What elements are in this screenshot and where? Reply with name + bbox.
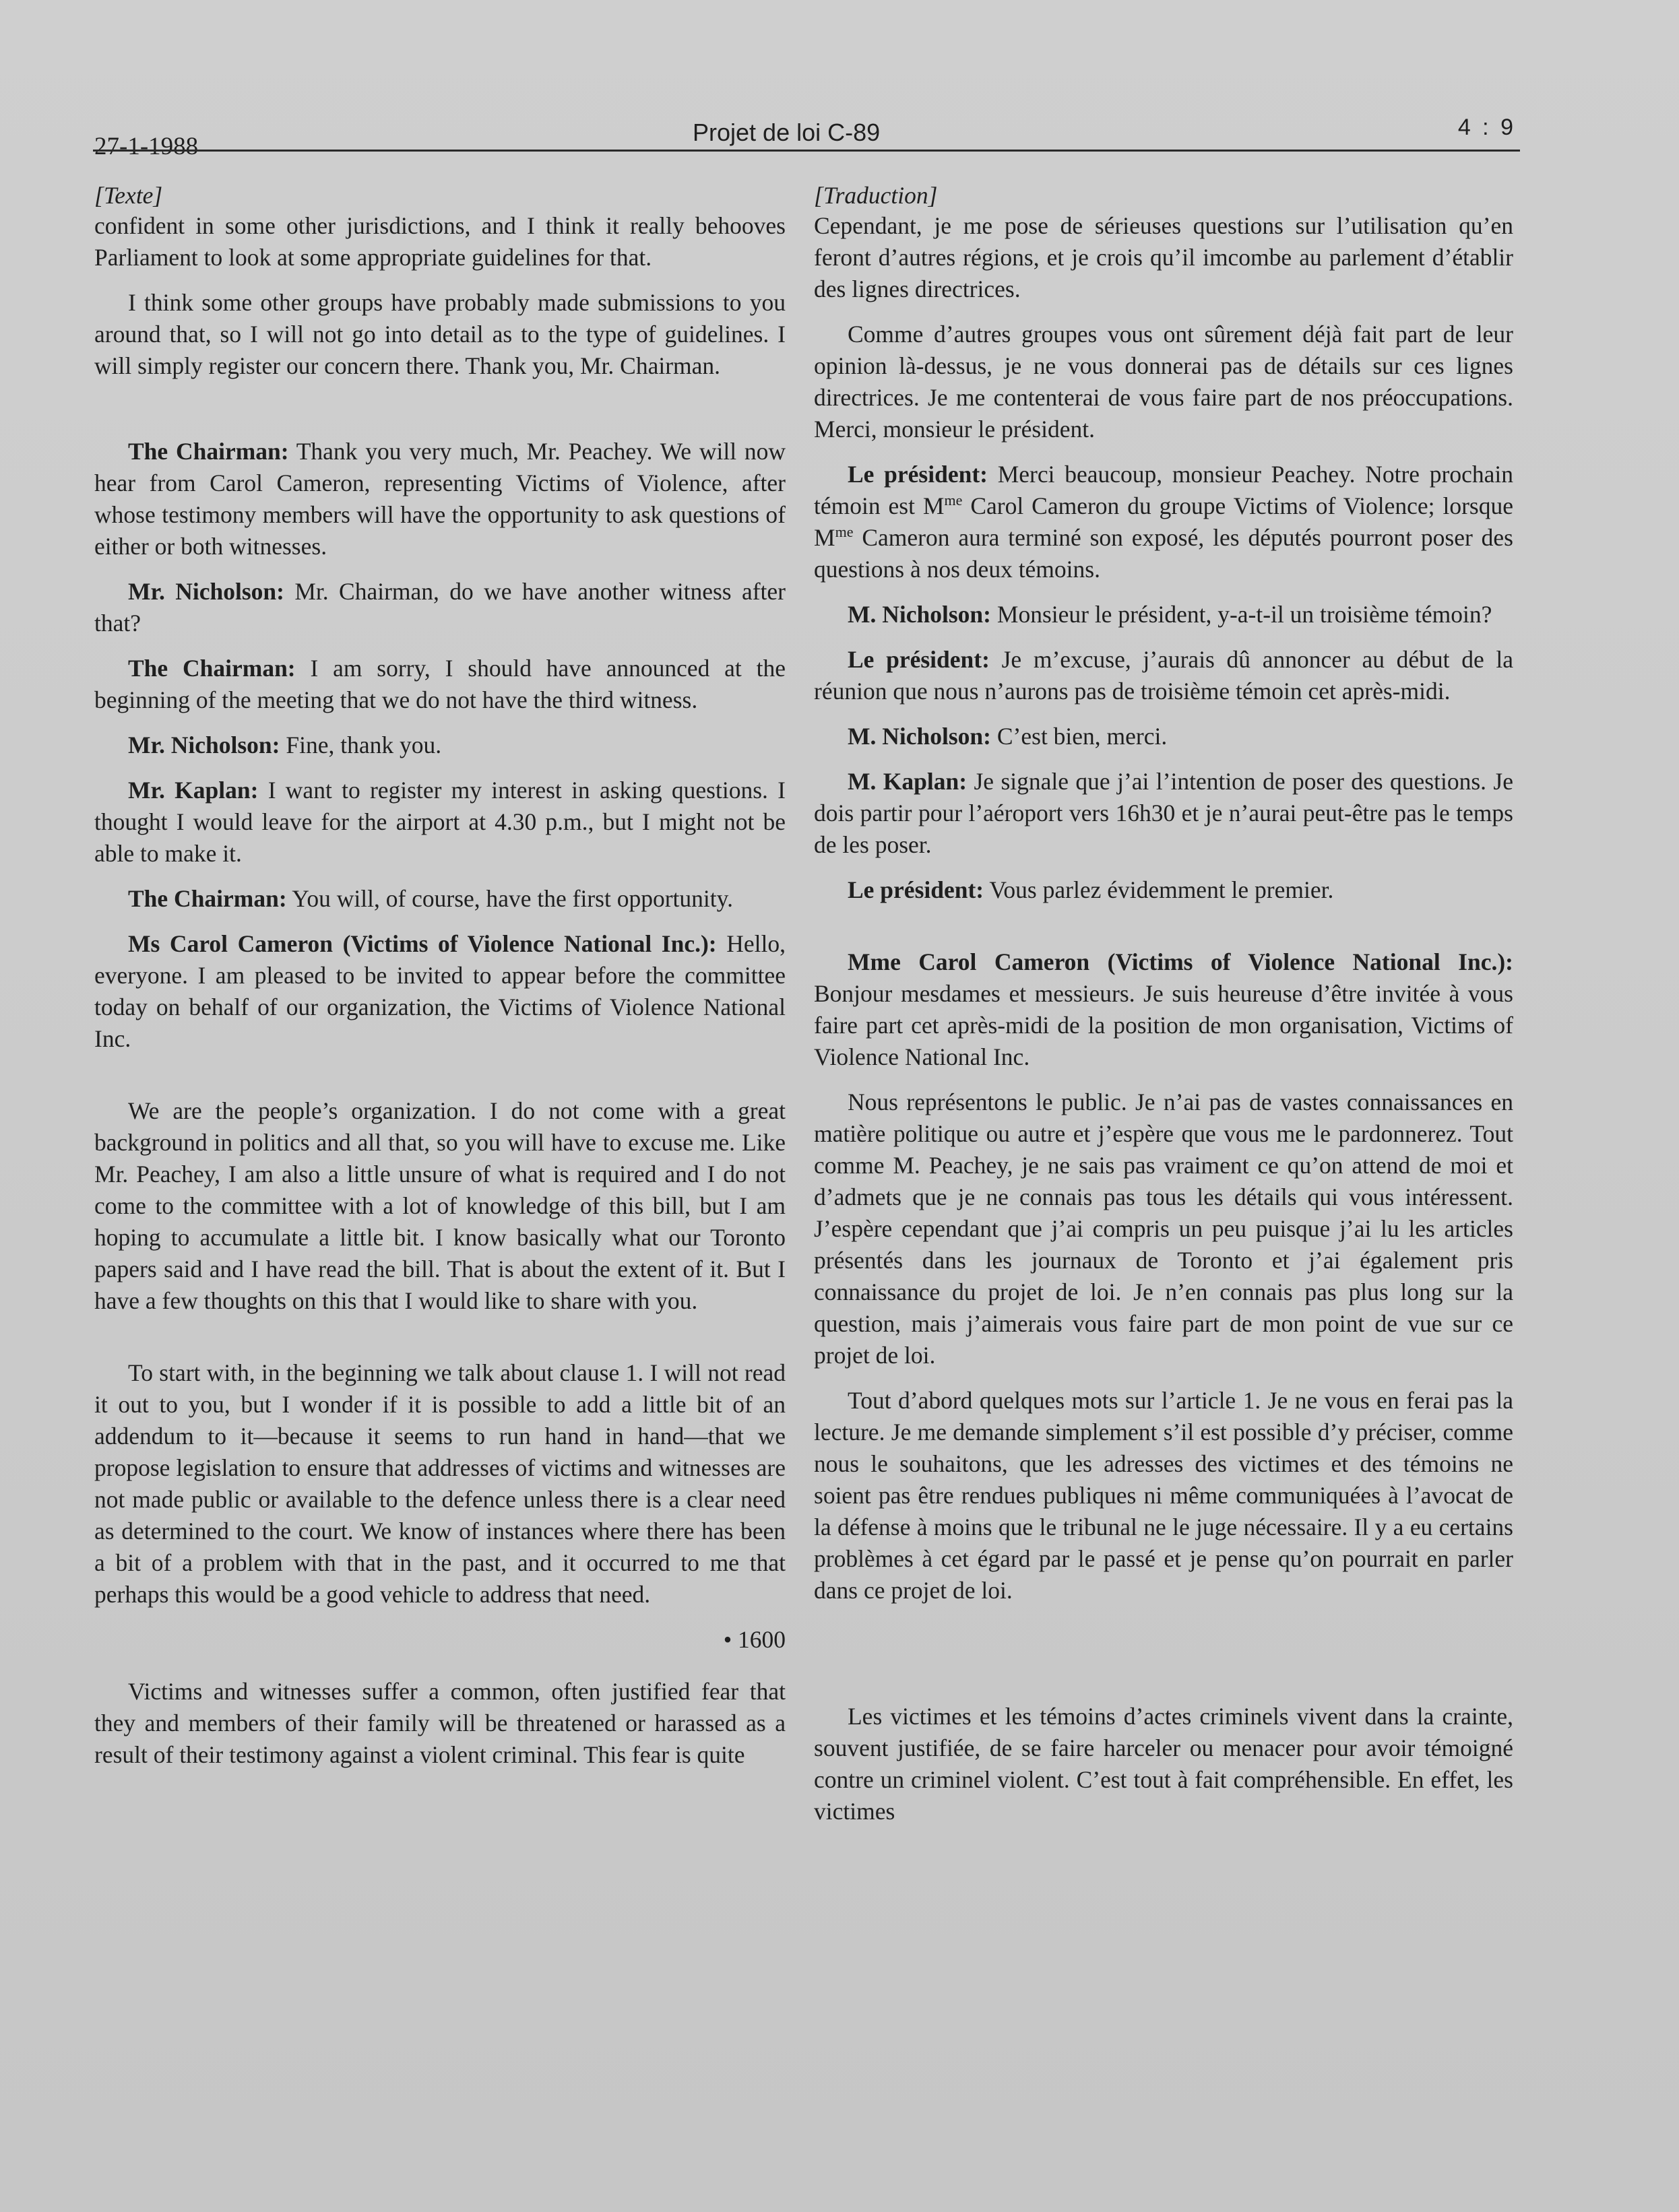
speaker-name: Mr. Nicholson: [128, 731, 280, 758]
speech-chairman [94, 653, 786, 716]
paragraph: Les victimes et les témoins d’actes criminels vivent dans la crainte, souvent justifiée, de se faire harceler ou menacer pour avoir témoigné contre un criminel violent. C’est tout à fait compréhensible. En effet, les victimes [814, 1703, 1513, 1825]
speech-chairman [94, 436, 786, 562]
paragraph: Tout d’abord quelques mots sur l’article 1. Je ne vous en ferai pas la lecture. Je me demande simplement s’il est possible d’y préciser, comme nous le souhaitons, que les adresses des victimes et des témoins ne soient pas être rendues publiques ni même communiquées à l’avocat de la défense à moins que le tribunal ne le juge nécessaire. Il y a eu certains problèmes à cet égard par le passé et je pense qu’on pourrait en parler dans ce projet de loi. [814, 1387, 1513, 1604]
speech-text: Cameron aura terminé son exposé, les députés pourront poser des questions à nos deux témoins. [814, 524, 1513, 583]
header-date: 27-1-1988 [94, 133, 199, 160]
speaker-name: The Chairman: [128, 655, 296, 682]
spacer [94, 1330, 786, 1357]
paragraph: We are the people’s organization. I do not come with a great background in politics and all that, so you will have to excuse me. Like Mr. Peachey, I am also a little unsure of what is required and I do not come to the committee with a lot of knowledge of this bill, but I am hoping to accumulate a little bit. I know basically what our Toronto papers said and I have read the bill. That is about the extent of it. But I have a few thoughts on this that I would like to share with you. [94, 1097, 786, 1314]
speech-text: Merci beaucoup, monsieur Peachey. Notre prochain témoin est M [814, 461, 1513, 519]
speech-text: Bonjour mesdames et messieurs. Je suis heureuse d’être invitée à vous faire part cet après-midi de la position de mon organisation, Victims of Violence National Inc. [814, 980, 1513, 1070]
superscript: me [835, 523, 854, 541]
text-tag: [Texte] [94, 182, 163, 209]
speech-president [814, 874, 1513, 906]
speaker-name: Mme Carol Cameron (Victims of Violence National Inc.): [848, 948, 1513, 975]
speech-nicholson [94, 576, 786, 639]
speech-cameron [94, 928, 786, 1055]
paragraph: I think some other groups have probably made submissions to you around that, so I will not go into detail as to the type of guidelines. I will simply register our concern there. Thank you, Mr. Chairman. [94, 289, 786, 379]
speech-nicholson [814, 721, 1513, 752]
speaker-name: M. Kaplan: [848, 768, 968, 795]
spacer [814, 1620, 1513, 1660]
speech-text: Hello, everyone. I am pleased to be invited to appear before the committee today on behalf of our organization, the Victims of Violence National Inc. [94, 930, 786, 1052]
speaker-name: Le président: [848, 876, 984, 903]
paragraph: Cependant, je me pose de sérieuses questions sur l’utilisation qu’en feront d’autres régions, et je crois qu’il imcombe au parlement d’établir des lignes directrices. [814, 212, 1513, 302]
page-header [94, 115, 1516, 160]
speech-text: I want to register my interest in asking questions. I thought I would leave for the airport at 4.30 p.m., but I might not be able to make it. [94, 777, 786, 867]
speech-text: Je m’excuse, j’aurais dû annoncer au début de la réunion que nous n’aurons pas de troisième témoin cet après-midi. [814, 646, 1513, 705]
french-column [814, 181, 1513, 1841]
spacer [94, 395, 786, 436]
speech-kaplan [814, 766, 1513, 861]
speech-text: C’est bien, merci. [991, 723, 1168, 750]
speech-text: Vous parlez évidemment le premier. [984, 876, 1334, 903]
header-title: Projet de loi C-89 [693, 119, 881, 146]
paragraph: To start with, in the beginning we talk about clause 1. I will not read it out to you, but I wonder if it is possible to add a little bit of an addendum to it—because it seems to run hand in hand—that we propose legislation to ensure that addresses of victims and witnesses are not made public or available to the defence unless there is a clear need as determined to the court. We know of instances where there has been a bit of a problem with that in the past, and it occurred to me that perhaps this would be a good vehicle to address that need. [94, 1359, 786, 1608]
paragraph: Comme d’autres groupes vous ont sûrement déjà fait part de leur opinion là-dessus, je ne vous donnerai pas de détails sur ces lignes directrices. Je me contenterai de vous faire part de nos préoccupations. Merci, monsieur le président. [814, 321, 1513, 443]
speech-president [814, 459, 1513, 585]
paragraph: confident in some other jurisdictions, and I think it really behooves Parliament to look at some appropriate guidelines for that. [94, 212, 786, 271]
speaker-name: Ms Carol Cameron (Victims of Violence National Inc.): [128, 930, 717, 957]
speech-kaplan [94, 775, 786, 870]
time-stamp: • 1600 [723, 1626, 786, 1653]
speech-text: Monsieur le président, y-a-t-il un troisième témoin? [991, 601, 1492, 628]
speaker-name: The Chairman: [128, 438, 289, 465]
speech-chairman [94, 883, 786, 915]
speech-text: Thank you very much, Mr. Peachey. We will now hear from Carol Cameron, representing Victims of Violence, after whose testimony members will have the opportunity to ask questions of either or both witnesses. [94, 438, 786, 560]
spacer [814, 919, 1513, 946]
speech-nicholson [814, 599, 1513, 630]
speaker-name: Le président: [848, 646, 990, 673]
speech-nicholson [94, 729, 786, 761]
speech-text: Fine, thank you. [280, 731, 442, 758]
spacer [814, 1660, 1513, 1701]
speech-cameron [814, 946, 1513, 1073]
superscript: me [944, 492, 963, 509]
spacer [94, 1068, 786, 1095]
speech-president [814, 644, 1513, 707]
speaker-name: The Chairman: [128, 885, 287, 912]
header-rule [93, 150, 1520, 152]
speaker-name: M. Nicholson: [848, 723, 991, 750]
speech-text: Carol Cameron du groupe Victims of Violence; lorsque M [814, 492, 1513, 551]
translation-tag: [Traduction] [814, 182, 938, 209]
paragraph: Victims and witnesses suffer a common, often justified fear that they and members of their family will be threatened or harassed as a result of their testimony against a violent criminal. This fear is quite [94, 1678, 786, 1768]
speaker-name: M. Nicholson: [848, 601, 991, 628]
speaker-name: Mr. Kaplan: [128, 777, 259, 804]
speech-text: I am sorry, I should have announced at the beginning of the meeting that we do not have the third witness. [94, 655, 786, 713]
speaker-name: Mr. Nicholson: [128, 578, 284, 605]
speech-text: You will, of course, have the first opportunity. [286, 885, 733, 912]
speech-text: Mr. Chairman, do we have another witness after that? [94, 578, 786, 637]
speech-text: Je signale que j’ai l’intention de poser des questions. Je dois partir pour l’aéroport vers 16h30 et je n’aurai peut-être pas le temps de les poser. [814, 768, 1513, 858]
header-page-number: 4 : 9 [1457, 115, 1516, 140]
speaker-name: Le président: [848, 461, 988, 488]
english-column [94, 181, 786, 1784]
paragraph: Nous représentons le public. Je n’ai pas de vastes connaissances en matière politique ou autre et j’espère que vous me le pardonnerez. Tout comme M. Peachey, je ne sais pas vraiment ce qu’on attend de moi et d’admets que je ne connais pas tous les détails qui vous intéressent. J’espère cependant que j’ai compris un peu puisque j’ai lu les articles présentés dans les journaux de Toronto et j’ai également pris connaissance du projet de loi. Je n’en connais pas plus long sur la question, mais j’aimerais vous faire part de mon point de vue sur ce projet de loi. [814, 1088, 1513, 1369]
